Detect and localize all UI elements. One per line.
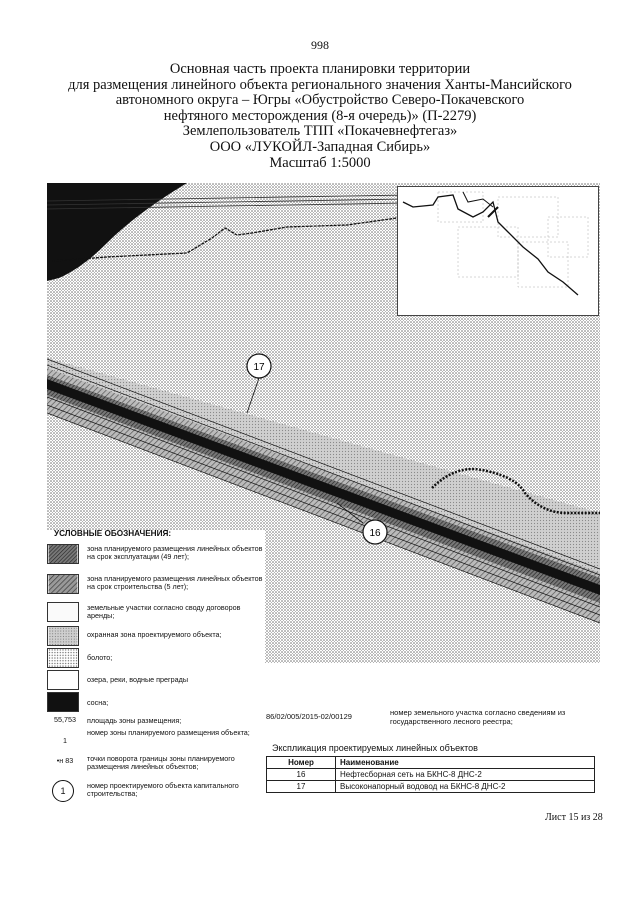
table-header: Наименование [336,757,595,769]
document-title [40,62,600,171]
legend-text: земельные участки согласно своду договоров аренды; [87,603,241,621]
legend-text: точки поворота границы зоны планируемого размещения линейных объектов; [87,754,235,772]
legend-text: болото; [87,653,113,662]
table-header-row [267,757,595,769]
page-number: 998 [311,38,329,52]
cadastral-description: номер земельного участка согласно сведениям из государственного лесного реестра; [390,708,566,726]
title-line: Основная часть проекта планировки территории [169,61,471,77]
table-row [267,769,595,781]
legend-swatch-swamp [47,648,79,668]
legend-swatch-operation [47,544,79,564]
legend-text: номер зоны планируемого размещения объекта; [87,728,250,737]
legend-text: зона планируемого размещения линейных объектов на срок строительства (5 лет); [87,574,263,592]
title-line: Землепользователь ТПП «Покачевнефтегаз» [182,123,458,140]
legend-swatch-water [47,670,79,690]
explication-title: Экспликация проектируемых линейных объектов [272,743,478,753]
legend-label: •н 83 [56,756,74,765]
title-line: нефтяного месторождения (8-я очередь)» (П-2279) [163,107,477,124]
explication-table [266,756,595,793]
legend-swatch-lease [47,602,79,622]
inset-background [398,187,598,315]
legend-swatch-protective [47,626,79,646]
legend-circle-icon [52,780,74,802]
title-line: для размещения линейного объекта регионального значения Ханты-Мансийского [68,76,572,93]
cadastral-number: 86/02/005/2015-02/00129 [266,712,352,721]
legend-text: охранная зона проектируемого объекта; [87,630,222,639]
sheet-number: Лист 15 из 28 [545,812,603,823]
legend-label: 1 [63,736,67,745]
legend-title: УСЛОВНЫЕ ОБОЗНАЧЕНИЯ: [54,529,172,538]
legend-label: 55,753 [54,715,76,724]
title-line: автономного округа – Югры «Обустройство Северо-Покачевского [115,92,525,109]
legend-text: зона планируемого размещения линейных объектов на срок эксплуатации (49 лет); [87,544,263,562]
overview-inset [397,186,599,316]
table-cell: Нефтесборная сеть на БКНС-8 ДНС-2 [336,769,595,781]
table-cell: 17 [267,781,336,793]
legend-text: номер проектируемого объекта капитального строительства; [87,781,239,799]
title-line: ООО «ЛУКОЙЛ-Западная Сибирь» [209,138,431,155]
table-cell: 16 [267,769,336,781]
table-row [267,781,595,793]
table-header: Номер [267,757,336,769]
object-label: 16 [369,528,381,539]
legend-swatch-construction [47,574,79,594]
object-label: 17 [253,362,265,373]
legend-swatch-pine [47,692,79,712]
legend-text: озера, реки, водные преграды [87,675,189,684]
legend-text: сосна; [87,698,109,707]
legend-label: 1 [60,786,66,796]
title-line: Масштаб 1:5000 [269,154,371,171]
table-cell: Высоконапорный водовод на БКНС-8 ДНС-2 [336,781,595,793]
legend-text: площадь зоны размещения; [87,716,182,725]
legend [40,530,265,830]
